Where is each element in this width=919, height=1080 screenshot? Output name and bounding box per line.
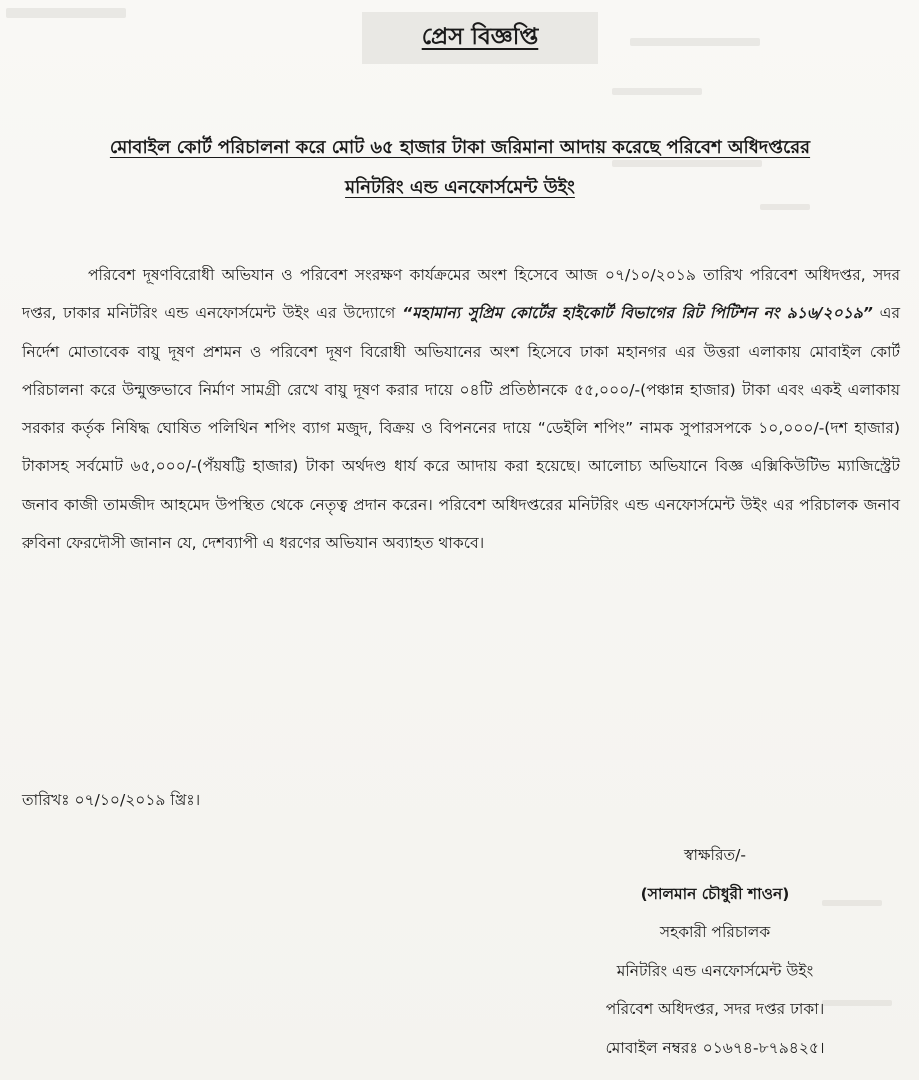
signatory-mobile: মোবাইল নম্বরঃ ০১৬৭৪-৮৭৯৪২৫।	[605, 1038, 825, 1057]
signatory-designation: সহকারী পরিচালক	[659, 923, 771, 941]
signatory-wing: মনিটরিং এন্ড এনফোর্সমেন্ট উইং	[616, 961, 814, 980]
release-date: তারিখঃ ০৭/১০/২০১৯ খ্রিঃ।	[22, 791, 201, 809]
headline-line-1: মোবাইল কোর্ট পরিচালনা করে মোট ৬৫ হাজার টাকা জরিমানা আদায় করেছে পরিবেশ অধিদপ্তরের	[109, 137, 811, 158]
headline	[20, 128, 900, 208]
bleed-through-mark	[612, 88, 702, 95]
bleed-through-mark	[6, 8, 126, 18]
signatory-name: (সালমান চৌধুরী শাওন)	[640, 884, 790, 903]
signed-mark: স্বাক্ষরিত/-	[684, 846, 746, 864]
page-title: প্রেস বিজ্ঞপ্তি	[421, 24, 539, 50]
body-emphasis: “মহামান্য সুপ্রিম কোর্টের হাইকোর্ট বিভাগের রিট পিটিশন নং ৯১৬/২০১৯”	[402, 304, 873, 323]
signatory-office: পরিবেশ অধিদপ্তর, সদর দপ্তর ঢাকা।	[605, 1000, 825, 1018]
signature-block	[520, 836, 910, 1067]
bleed-through-mark	[630, 38, 760, 46]
body-paragraph	[22, 256, 900, 562]
headline-line-2: মনিটরিং এন্ড এনফোর্সমেন্ট উইং	[345, 177, 575, 198]
body-part-2: এর নির্দেশ মোতাবেক বায়ু দূষণ প্রশমন ও পরিবেশ দূষণ বিরোধী অভিযানের অংশ হিসেবে ঢাকা মহানগর এর উত্তরা এলাকায় মোবাইল কোর্ট পরিচালনা করে উন্মুক্তভাবে নির্মাণ সামগ্রী রেখে বায়ু দূষণ করার দায়ে ০৪টি প্রতিষ্ঠানকে ৫৫,০০০/-(পঞ্চান্ন হাজার) টাকা এবং একই এলাকায় সরকার কর্তৃক নিষিদ্ধ ঘোষিত পলিথিন শপিং ব্যাগ মজুদ, বিক্রয় ও বিপননের দায়ে “ডেইলি শপিং” নামক সুপারসপকে ১০,০০০/-(দশ হাজার) টাকাসহ সর্বমোট ৬৫,০০০/-(পঁয়ষট্টি হাজার) টাকা অর্থদণ্ড ধার্য করে আদায় করা হয়েছে। আলোচ্য অভিযানে বিজ্ঞ এক্সিকিউটিভ ম্যাজিস্ট্রেট জনাব কাজী তামজীদ আহমেদ উপস্থিত থেকে নেতৃত্ব প্রদান করেন। পরিবেশ অধিদপ্তরের মনিটরিং এন্ড এনফোর্সমেন্ট উইং এর পরিচালক জনাব রুবিনা ফেরদৌসী জানান যে, দেশব্যাপী এ ধরণের অভিযান অব্যাহত থাকবে।	[22, 304, 900, 553]
body-part-1: পরিবেশ দূষণবিরোধী অভিযান ও পরিবেশ সংরক্ষণ কার্যক্রমের অংশ হিসেবে আজ ০৭/১০/২০১৯ তারিখ পরিবেশ অধিদপ্তর, সদর দপ্তর, ঢাকার মনিটরিং এন্ড এনফোর্সমেন্ট উইং এর উদ্যোগে	[22, 266, 900, 323]
